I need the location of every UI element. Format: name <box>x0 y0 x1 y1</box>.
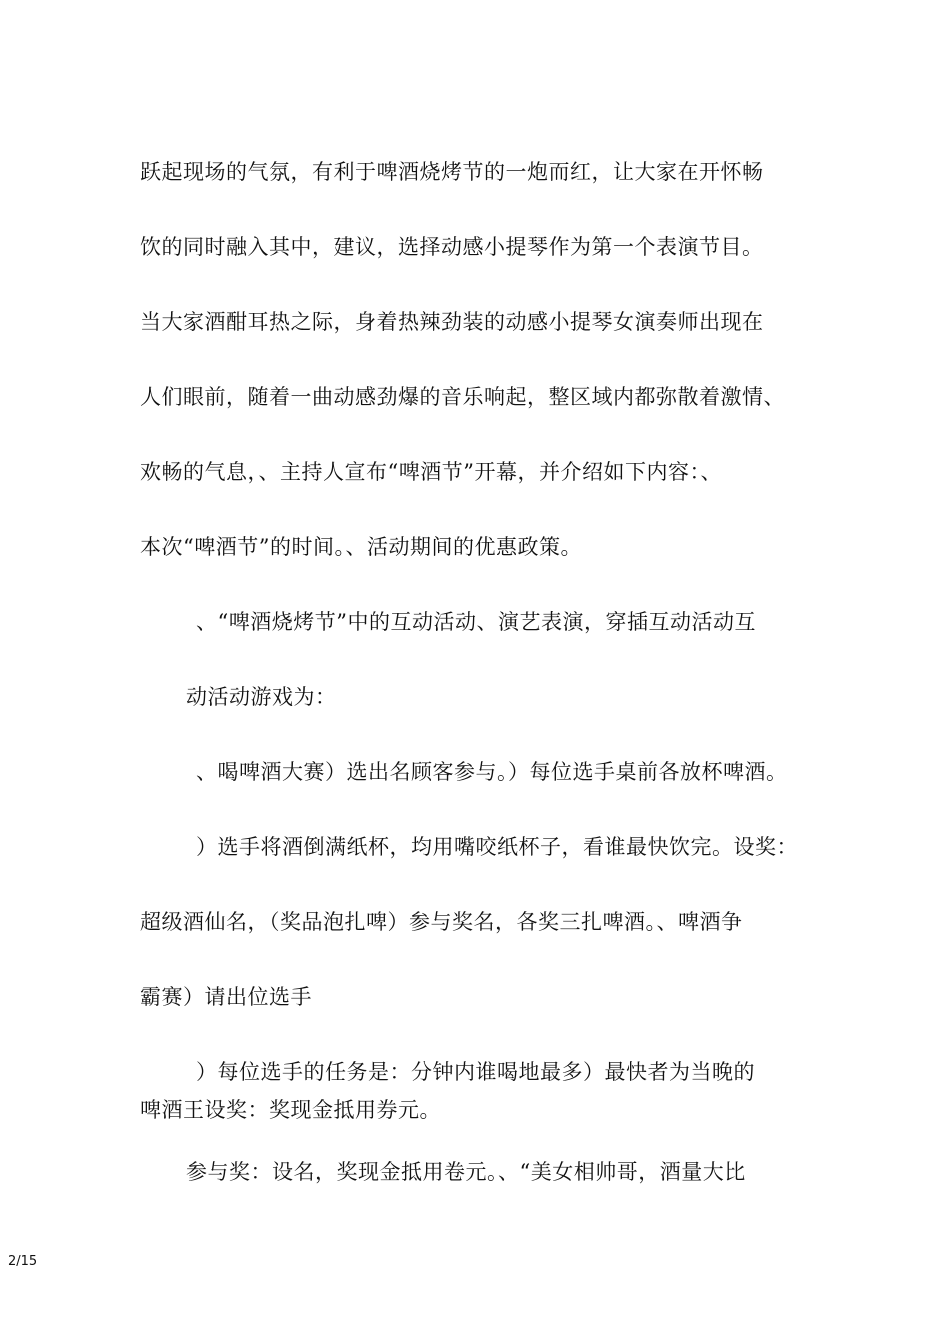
paragraph-line: 人们眼前，随着一曲动感劲爆的音乐响起，整区域内都弥散着激情、 <box>140 385 785 409</box>
paragraph-line: 饮的同时融入其中，建议，选择动感小提琴作为第一个表演节目。 <box>140 235 764 259</box>
paragraph-line: 超级酒仙名，（奖品泡扎啤）参与奖名，各奖三扎啤酒。、啤酒争 <box>140 910 743 934</box>
paragraph-line: 啤酒王设奖：奖现金抵用券元。 <box>140 1098 441 1122</box>
paragraph-line: ）选手将酒倒满纸杯，均用嘴咬纸杯子，看谁最快饮完。设奖： <box>196 835 798 859</box>
paragraph-line: 欢畅的气息，、主持人宣布“啤酒节”开幕，并介绍如下内容：、 <box>140 460 722 484</box>
paragraph-line: ）每位选手的任务是：分钟内谁喝地最多）最快者为当晚的 <box>196 1060 755 1084</box>
paragraph-line: 跃起现场的气氛，有利于啤酒烧烤节的一炮而红，让大家在开怀畅 <box>140 160 764 184</box>
paragraph-line: 动活动游戏为： <box>186 685 337 709</box>
paragraph-line: 霸赛）请出位选手 <box>140 985 312 1009</box>
page-number: 2/15 <box>8 1254 38 1269</box>
paragraph-line: 、喝啤酒大赛）选出名顾客参与。）每位选手桌前各放杯啤酒。 <box>196 760 788 784</box>
paragraph-line: 参与奖：设名，奖现金抵用卷元。、“美女相帅哥，酒量大比 <box>186 1160 746 1184</box>
paragraph-line: 本次“啤酒节”的时间。、活动期间的优惠政策。 <box>140 535 582 559</box>
paragraph-line: 当大家酒酣耳热之际，身着热辣劲装的动感小提琴女演奏师出现在 <box>140 310 764 334</box>
paragraph-line: 、“啤酒烧烤节”中的互动活动、演艺表演，穿插互动活动互 <box>196 610 756 634</box>
